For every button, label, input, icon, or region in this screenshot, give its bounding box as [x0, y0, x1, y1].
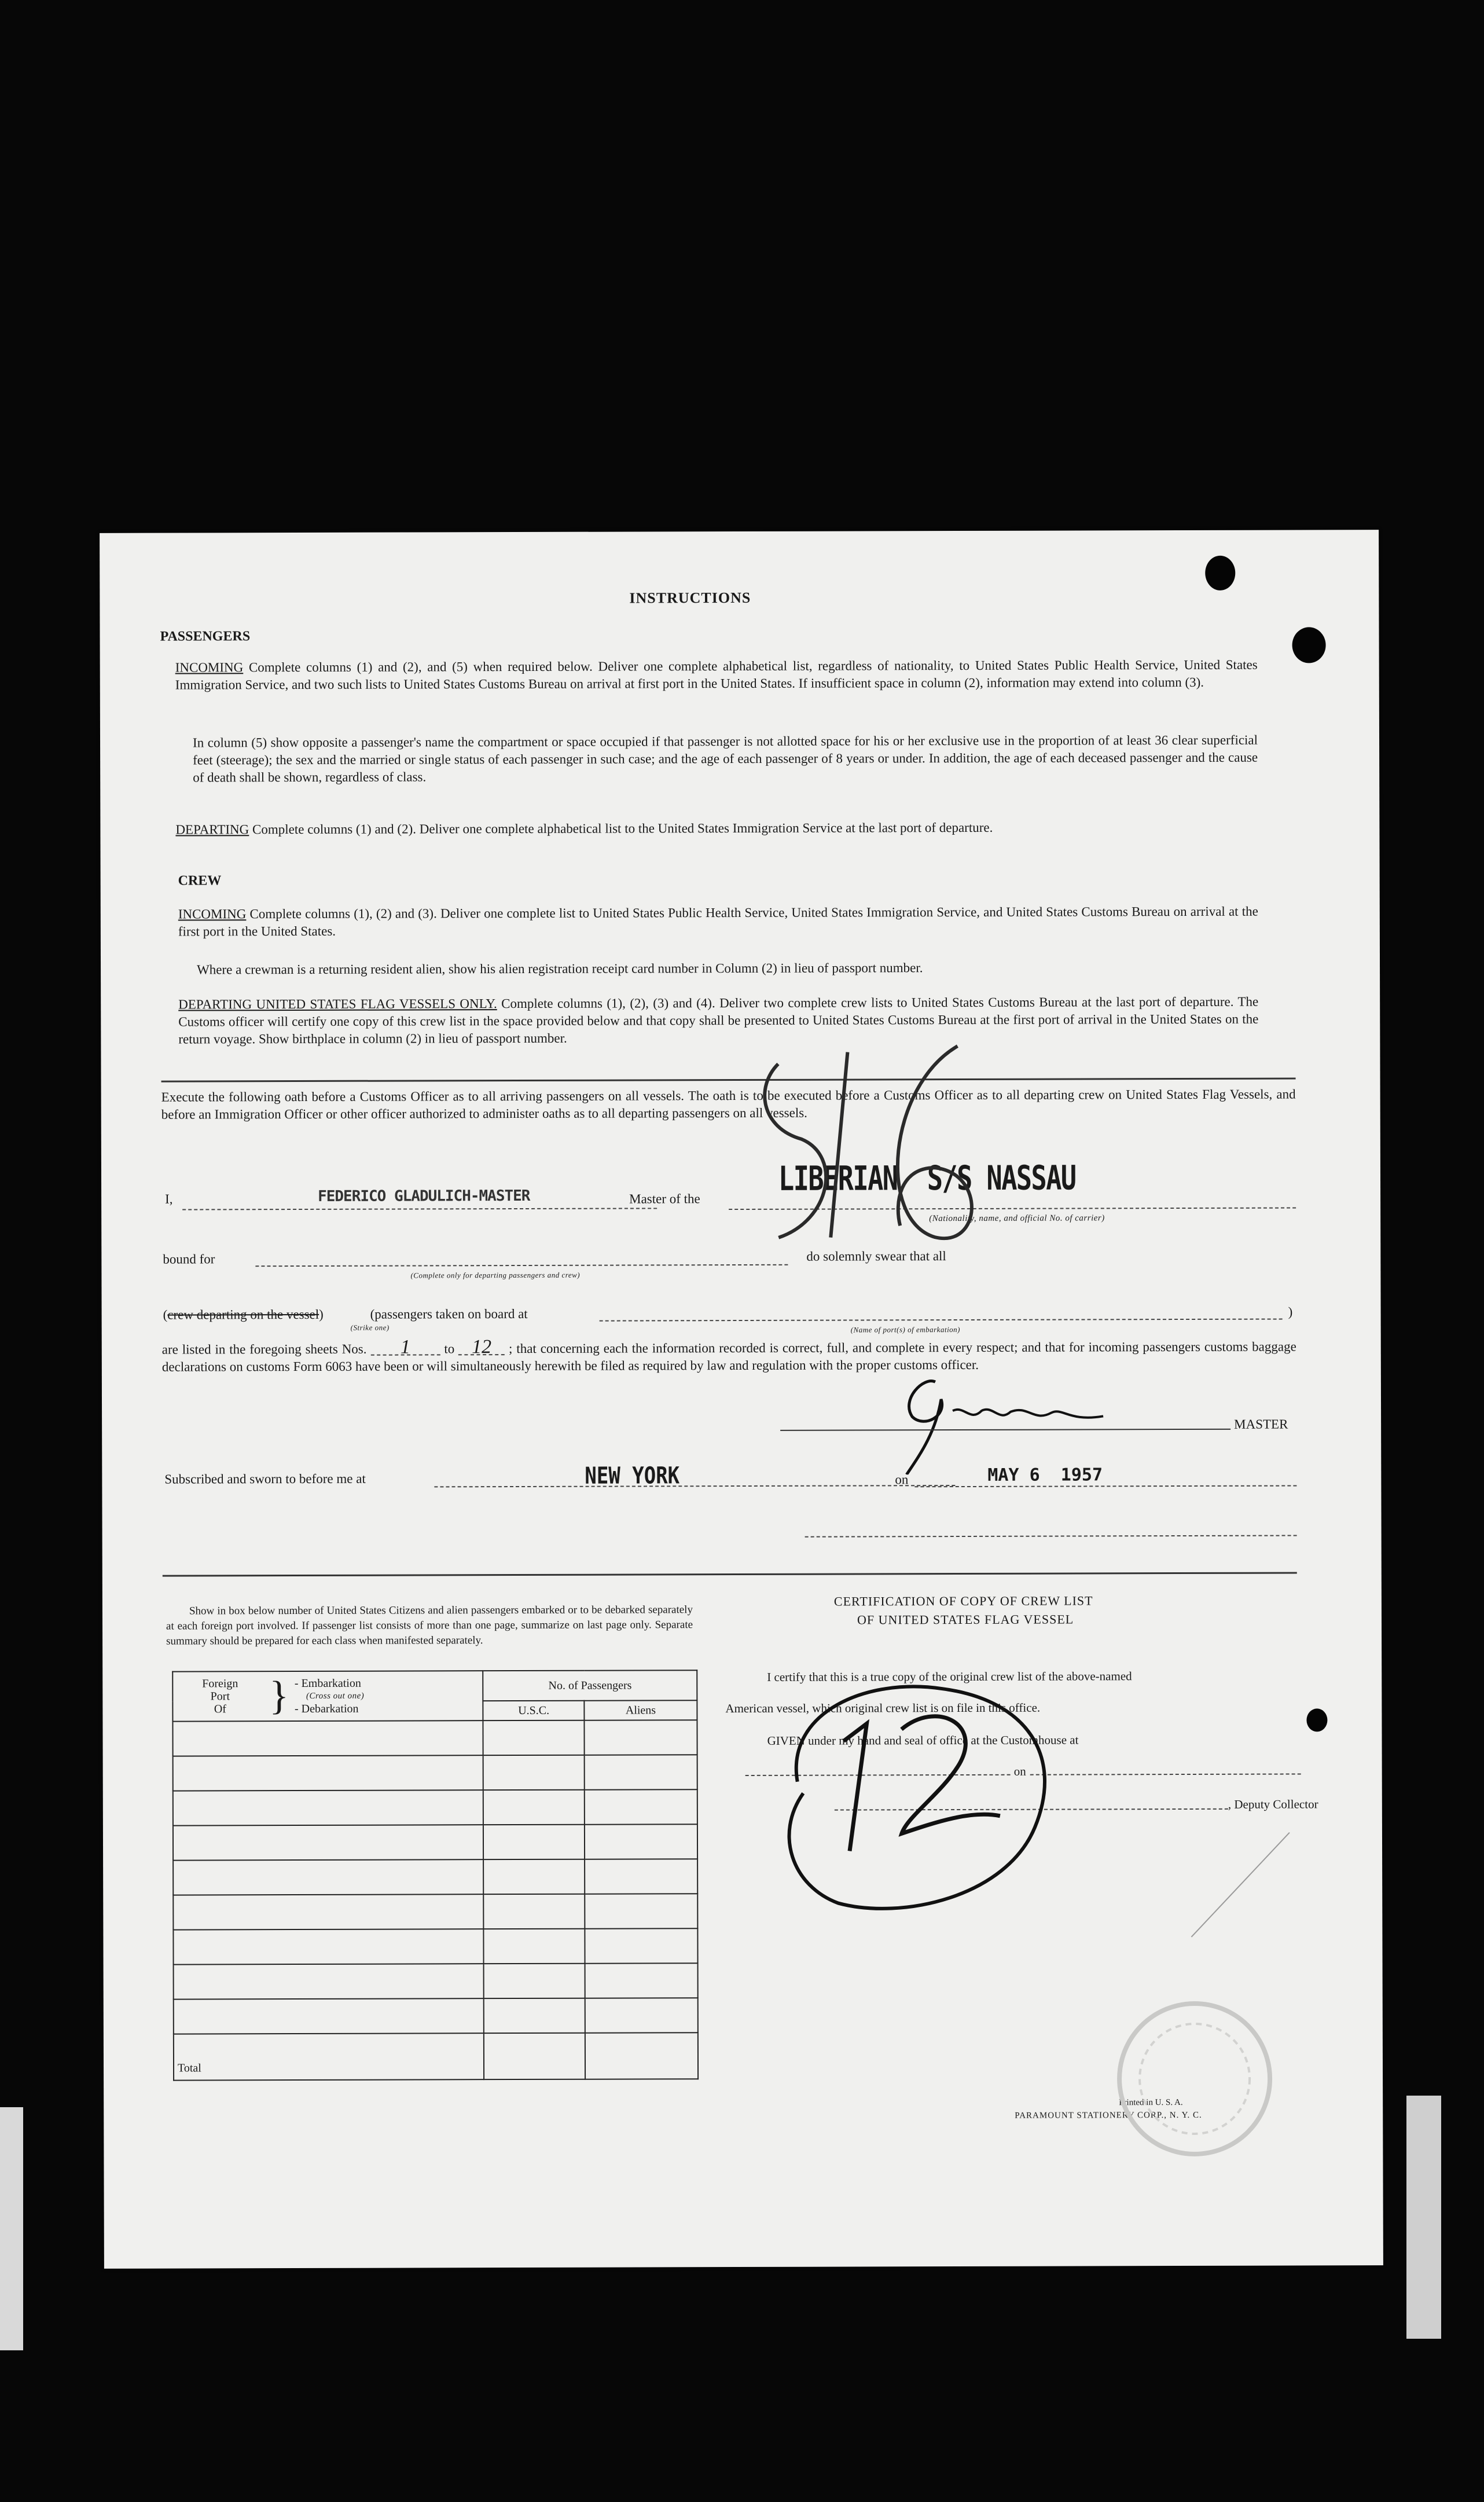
foreign-port-label: Foreign Port Of	[202, 1677, 238, 1716]
usc-total-cell[interactable]	[484, 2033, 585, 2079]
printer-line-2: PARAMOUNT STATIONERY CORP., N. Y. C.	[1015, 2110, 1202, 2121]
master-name-line	[182, 1208, 657, 1210]
pencil-mark	[1180, 1826, 1296, 1943]
usc-cell[interactable]	[484, 1929, 585, 1964]
aliens-cell[interactable]	[585, 1824, 697, 1859]
sheet-from: 1	[370, 1340, 440, 1355]
aliens-cell[interactable]	[585, 1998, 698, 2033]
date-line	[914, 1485, 1296, 1487]
master-name: FEDERICO GLADULICH-MASTER	[318, 1187, 530, 1205]
aliens-cell[interactable]	[585, 1789, 697, 1825]
vessel-caption: (Nationality, name, and official No. of carrier)	[929, 1213, 1105, 1224]
sheets-prefix: are listed in the foregoing sheets Nos.	[161, 1341, 367, 1357]
departing-text: Complete columns (1) and (2). Deliver one complete alphabetical list to the United States Immigration Service at the last port of departure.	[252, 820, 993, 837]
debarkation-label: - Debarkation	[294, 1702, 359, 1716]
subscribed-label: Subscribed and sworn to before me at	[164, 1471, 366, 1487]
aliens-total-cell[interactable]	[585, 2033, 698, 2079]
port-caption: (Name of port(s) of embarkation)	[850, 1325, 961, 1334]
master-of-label: Master of the	[626, 1190, 704, 1208]
flag-vessel-text: Complete columns (1), (2), (3) and (4). Deliver two complete crew lists to United States Customs Bureau at the last port of departure. The Customs officer will certify one copy of this crew list in the space provided below and that copy shall be presented to United States Customs Bureau at the first port of arrival in the United States on the return voyage. Show birthplace in column (2) in lieu of passport number.	[178, 994, 1259, 1047]
aliens-cell[interactable]	[585, 1720, 697, 1755]
i-label: I,	[165, 1191, 173, 1206]
usc-cell[interactable]	[483, 1859, 585, 1894]
embossed-seal	[1111, 1995, 1279, 2163]
passengers-departing-paragraph	[175, 819, 1258, 839]
divider	[163, 1572, 1297, 1576]
officer-signature-line	[805, 1535, 1297, 1537]
punch-hole	[1292, 627, 1326, 663]
port-cell[interactable]	[174, 1964, 484, 1999]
certification-line-1: I certify that this is a true copy of the original crew list of the above-named	[767, 1669, 1132, 1684]
table-row	[172, 1720, 697, 1756]
taken-aboard-text: (passengers taken on board at	[370, 1306, 528, 1322]
table-row	[173, 1789, 697, 1825]
table-row	[173, 1824, 697, 1860]
close-paren: )	[1288, 1304, 1293, 1319]
port-cell[interactable]	[173, 1755, 484, 1791]
usc-cell[interactable]	[484, 1894, 585, 1929]
date: MAY 6 1957	[987, 1465, 1103, 1485]
port-cell[interactable]	[174, 1998, 484, 2034]
table-header-row	[172, 1670, 697, 1701]
certification-line-3: GIVEN under my hand and seal of office at the Customhouse at	[767, 1733, 1079, 1748]
deputy-label: , Deputy Collector	[1228, 1797, 1318, 1811]
aliens-header: Aliens	[584, 1700, 697, 1720]
certification-title-1: CERTIFICATION OF COPY OF CREW LIST	[833, 1593, 1093, 1609]
cross-out-label: (Cross out one)	[306, 1691, 365, 1701]
usc-cell[interactable]	[483, 1825, 585, 1859]
aliens-cell[interactable]	[585, 1963, 698, 1998]
instructions-title: INSTRUCTIONS	[629, 589, 751, 607]
printer-line-1: Printed in U. S. A.	[1119, 2098, 1183, 2108]
usc-header: U.S.C.	[483, 1701, 585, 1720]
swear-text: do solemnly swear that all	[806, 1249, 946, 1264]
circled-number-annotation	[751, 1642, 1087, 1944]
passenger-summary-table	[172, 1670, 699, 2081]
certification-line-2: American vessel, which original crew list is on file in this office.	[725, 1700, 1041, 1716]
column5-paragraph: In column (5) show opposite a passenger's name the compartment or space occupied if that passenger is not allotted space for his or her exclusive use in the proportion of at least 36 clear superficial feet (steerage); the sex and the married or single status of each passenger in such case; and the age of each passenger of 8 years or under. In addition, the age of each deceased passenger and the cause of death shall be shown, regardless of class.	[192, 732, 1258, 785]
usc-cell[interactable]	[484, 1964, 585, 1998]
aliens-cell[interactable]	[585, 1755, 697, 1790]
table-row	[173, 1928, 697, 1964]
port-cell[interactable]	[172, 1720, 483, 1756]
handwritten-sheet-number	[714, 1029, 1039, 1330]
crew-incoming-text: Complete columns (1), (2) and (3). Deliver one complete list to United States Public Health Service, United States Immigration Service, and United States Customs Bureau on arrival at the first port in the United States.	[178, 904, 1258, 939]
summary-instructions: Show in box below number of United States Citizens and alien passengers embarked or to be debarked separately at each foreign port involved. If passenger list consists of more than one page, summarize on last page only. Separate summary should be prepared for each class when manifested separately.	[166, 1604, 693, 1648]
incoming-text: Complete columns (1) and (2), and (5) when required below. Deliver one complete alphabetical list, regardless of nationality, to United States Public Health Service, United States Immigration Service, and two such lists to United States Customs Bureau on arrival at first port in the United States. If insufficient space in column (2), information may extend into column (3).	[175, 657, 1258, 692]
table-row	[174, 1998, 698, 2034]
passengers-heading: PASSENGERS	[160, 629, 251, 644]
usc-cell[interactable]	[483, 1790, 585, 1825]
city: NEW YORK	[585, 1462, 680, 1490]
port-cell[interactable]	[173, 1825, 484, 1860]
no-passengers-header: No. of Passengers	[483, 1670, 697, 1701]
table-row	[173, 1894, 697, 1929]
punch-hole	[1306, 1708, 1327, 1731]
adjacent-sheet-left	[0, 2107, 23, 2350]
passengers-incoming-paragraph	[175, 656, 1258, 694]
departing-label: DEPARTING	[175, 822, 249, 837]
certification-on-label: on	[1012, 1763, 1028, 1780]
strike-caption: (Strike one)	[350, 1323, 390, 1332]
aliens-cell[interactable]	[585, 1859, 697, 1894]
port-cell[interactable]	[173, 1859, 484, 1895]
master-label: MASTER	[1230, 1416, 1288, 1433]
punch-hole	[1205, 556, 1235, 590]
usc-cell[interactable]	[483, 1755, 585, 1790]
aliens-cell[interactable]	[585, 1928, 698, 1964]
crew-departing-text: crew departing on the vessel	[167, 1307, 319, 1322]
bound-for-line	[255, 1264, 788, 1267]
port-header-cell	[172, 1671, 483, 1721]
sheets-to: to	[444, 1341, 455, 1356]
date-on-label: on	[895, 1472, 909, 1487]
brace-icon: }	[269, 1674, 289, 1719]
crewman-paragraph: Where a crewman is a returning resident alien, show his alien registration receipt card number in Column (2) in lieu of passport number.	[197, 960, 923, 977]
table-row	[174, 1963, 698, 1999]
crew-heading: CREW	[178, 873, 222, 889]
total-row	[174, 2033, 698, 2080]
table-row	[173, 1755, 697, 1791]
city-line	[434, 1485, 955, 1487]
crew-departing-struck: (crew departing on the vessel)	[163, 1307, 324, 1322]
embarkation-label: - Embarkation	[294, 1676, 361, 1690]
bound-for-caption: (Complete only for departing passengers and crew)	[410, 1270, 581, 1280]
vessel-name: LIBERIAN S/S NASSAU	[778, 1158, 1076, 1198]
port-cell[interactable]	[173, 1790, 484, 1825]
incoming-label: INCOMING	[175, 660, 244, 675]
master-signature	[854, 1364, 1283, 1475]
bound-for-label: bound for	[163, 1252, 215, 1267]
flag-vessel-label: DEPARTING UNITED STATES FLAG VESSELS ONLY.	[178, 996, 497, 1012]
crew-incoming-paragraph	[178, 903, 1258, 941]
sheet-to: 12	[458, 1340, 505, 1355]
aliens-cell[interactable]	[585, 1894, 697, 1929]
sheets-suffix: ; that concerning each the information recorded is correct, full, and complete in every respect; and that for incoming passengers customs baggage declarations on customs Form 6063 have been or will simultaneously herewith be filed as required by law and regulation with the proper customs officer.	[161, 1339, 1296, 1374]
usc-cell[interactable]	[484, 1998, 585, 2033]
adjacent-sheet-right	[1406, 2096, 1441, 2339]
crew-incoming-label: INCOMING	[178, 907, 247, 922]
oath-intro: Execute the following oath before a Customs Officer as to all arriving passengers on all vessels. The oath is to be executed before a Customs Officer as to all departing crew on United States Flag Vessels, and before an Immigration Officer or other officer authorized to administer oaths as to all departing passengers on all vessels.	[161, 1087, 1296, 1122]
port-cell[interactable]	[173, 1929, 484, 1964]
total-label: Total	[174, 2033, 484, 2080]
crew-list-form-page	[100, 530, 1383, 2269]
table-row	[173, 1859, 697, 1895]
port-cell[interactable]	[173, 1894, 484, 1929]
certification-title-2: OF UNITED STATES FLAG VESSEL	[857, 1612, 1074, 1627]
usc-cell[interactable]	[483, 1720, 585, 1755]
